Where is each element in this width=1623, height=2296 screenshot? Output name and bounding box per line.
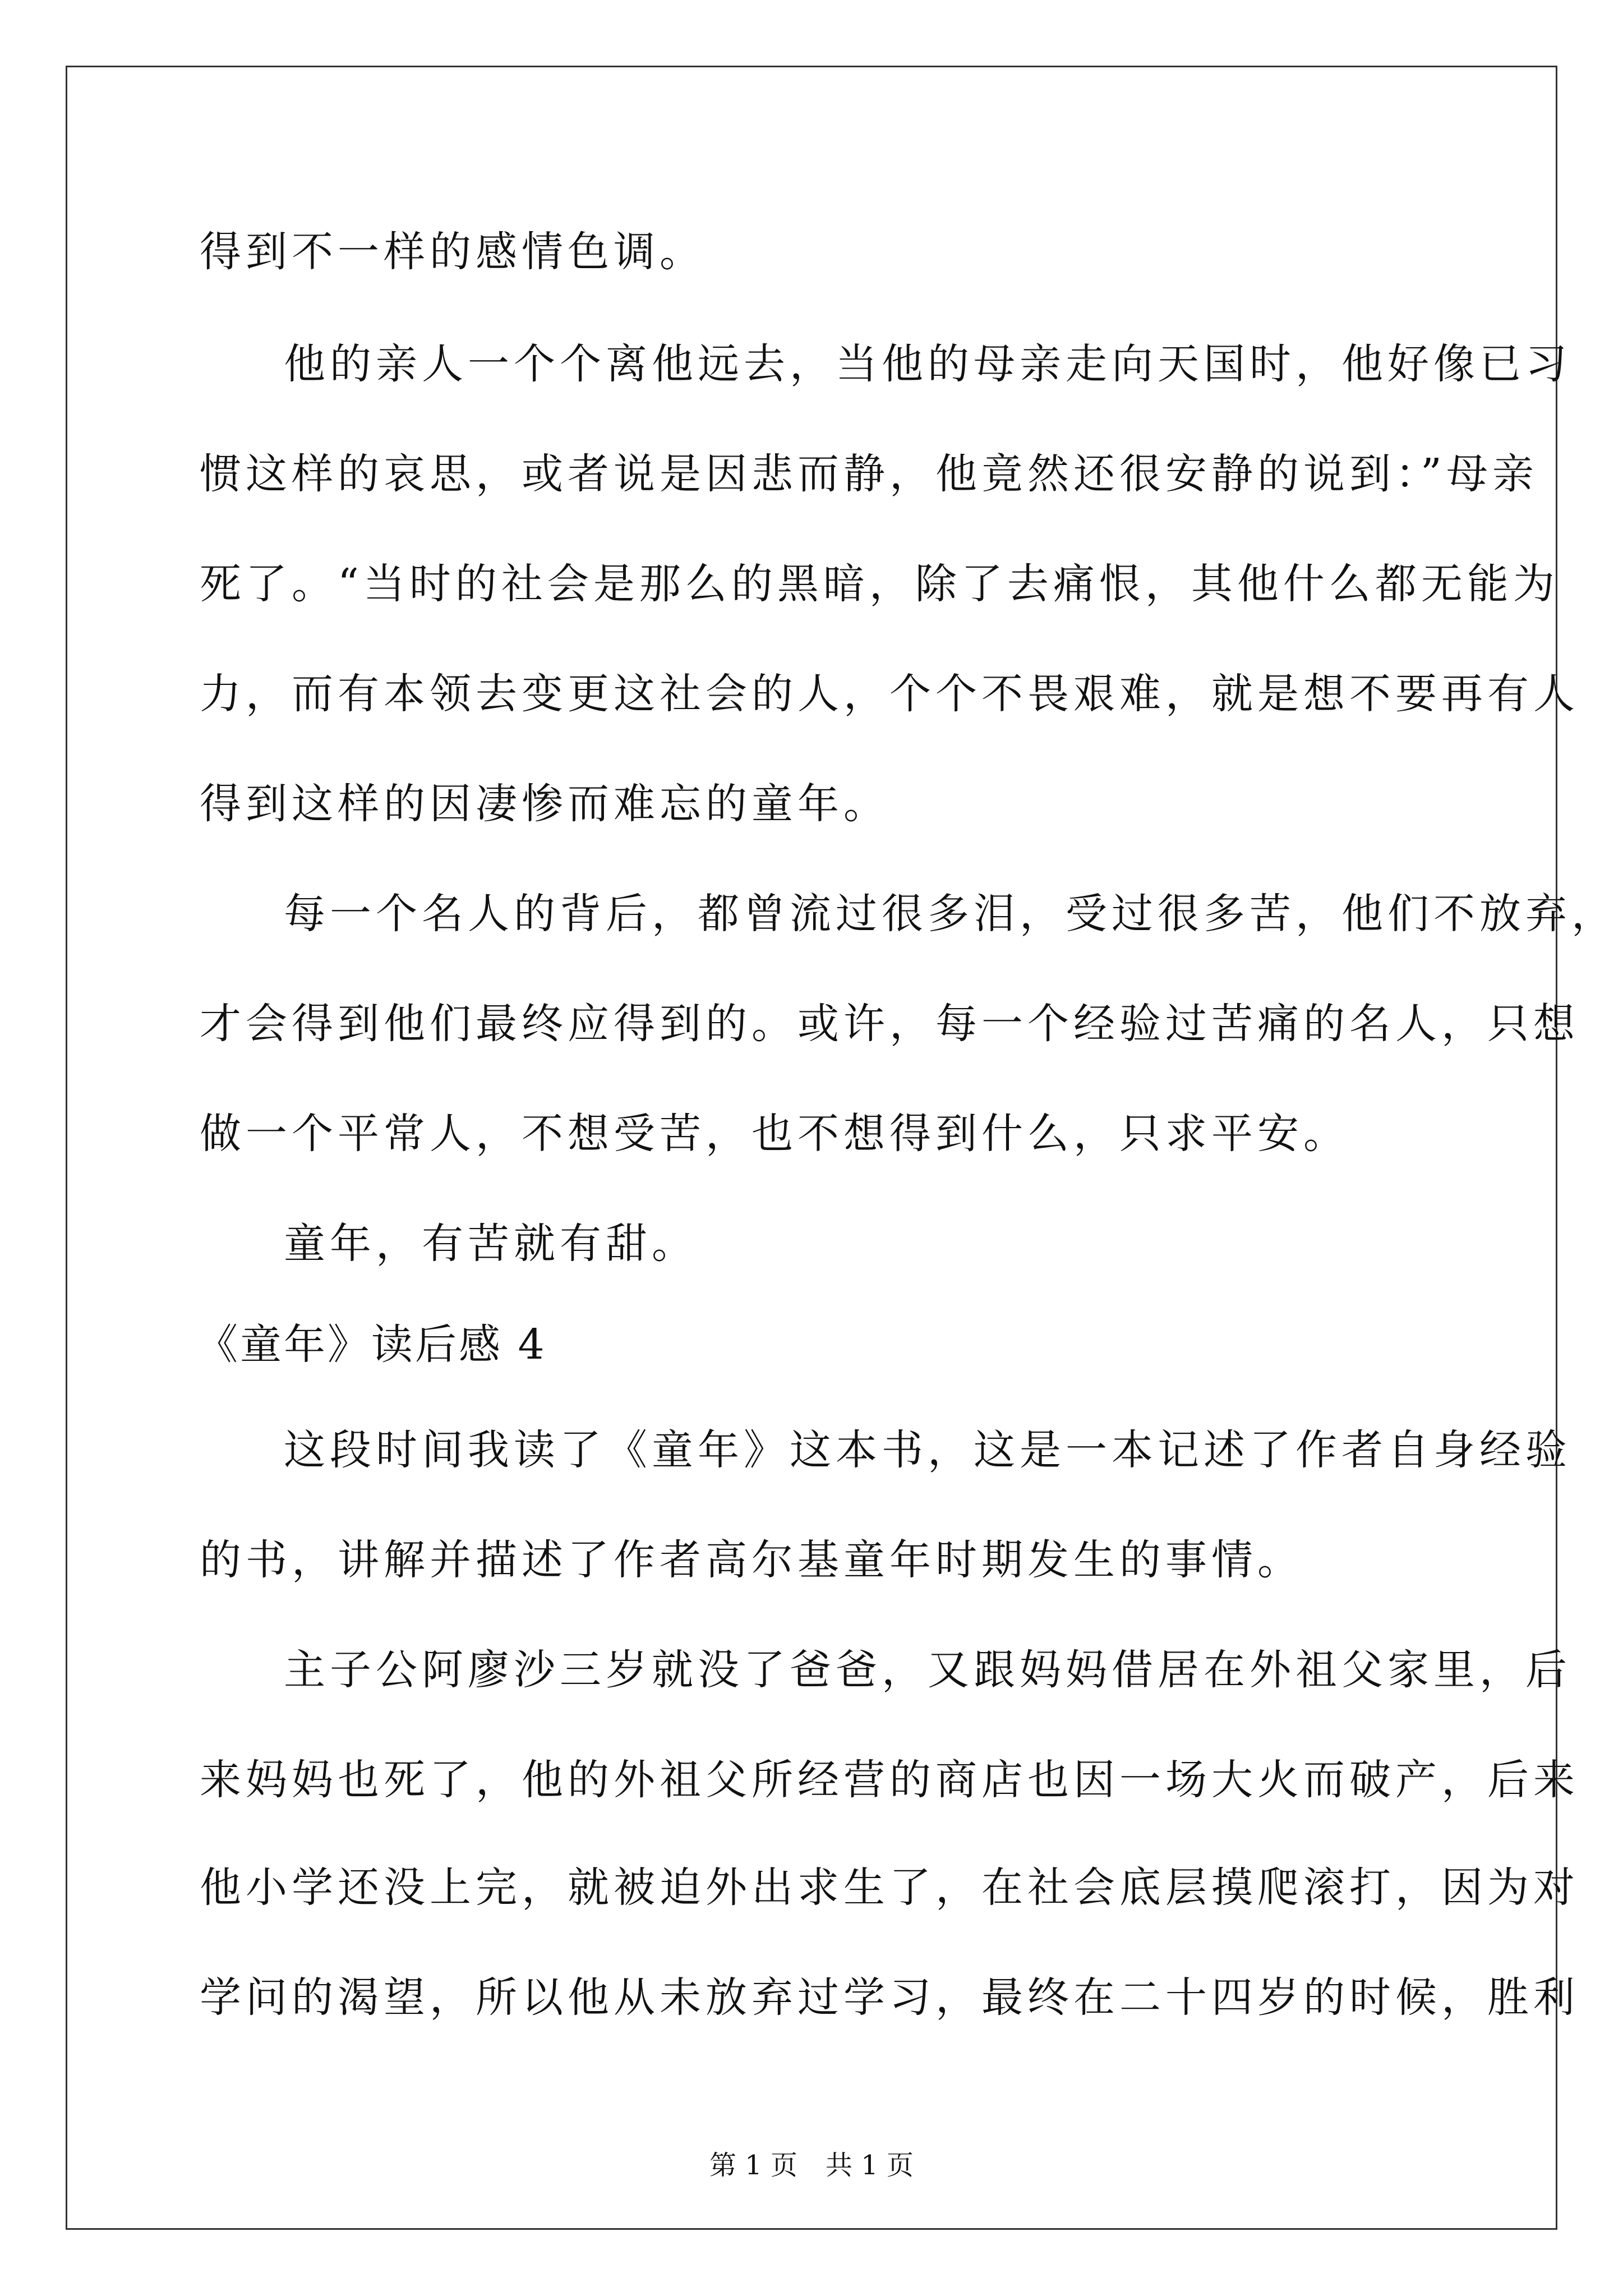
text-line: 来妈妈也死了，他的外祖父所经营的商店也因一场大火而破产，后来 (200, 1756, 1579, 1804)
text-line: 得到这样的因凄惨而难忘的童年。 (200, 780, 889, 828)
text-line: 死了。“当时的社会是那么的黑暗，除了去痛恨，其他什么都无能为 (200, 560, 1559, 608)
text-line: 力，而有本领去变更这社会的人，个个不畏艰难，就是想不要再有人 (200, 670, 1579, 718)
page-number: 第 1 页 (709, 2150, 797, 2181)
text-line: 童年，有苦就有甜。 (284, 1220, 698, 1268)
text-line: 主子公阿廖沙三岁就没了爸爸，又跟妈妈借居在外祖父家里，后 (284, 1646, 1571, 1694)
section-heading: 《童年》读后感 4 (196, 1320, 547, 1369)
page-footer (0, 2152, 1623, 2179)
text-line: 惯这样的哀思，或者说是因悲而静，他竟然还很安静的说到：”母亲 (200, 450, 1538, 498)
text-line: 才会得到他们最终应得到的。或许，每一个经验过苦痛的名人，只想 (200, 1000, 1579, 1048)
text-line: 做一个平常人，不想受苦，也不想得到什么，只求平安。 (200, 1110, 1349, 1158)
text-line: 他的亲人一个个离他远去，当他的母亲走向天国时，他好像已习 (284, 340, 1571, 388)
page-total: 共 1 页 (826, 2150, 914, 2181)
text-line: 得到不一样的感情色调。 (200, 228, 706, 276)
text-line: 每一个名人的背后，都曾流过很多泪，受过很多苦，他们不放弃， (284, 890, 1617, 938)
text-line: 的书，讲解并描述了作者高尔基童年时期发生的事情。 (200, 1536, 1303, 1584)
text-line: 学问的渴望，所以他从未放弃过学习，最终在二十四岁的时候，胜利 (200, 1973, 1579, 2022)
text-line: 这段时间我读了《童年》这本书，这是一本记述了作者自身经验 (284, 1426, 1571, 1474)
text-line: 他小学还没上完，就被迫外出求生了，在社会底层摸爬滚打，因为对 (200, 1864, 1579, 1912)
